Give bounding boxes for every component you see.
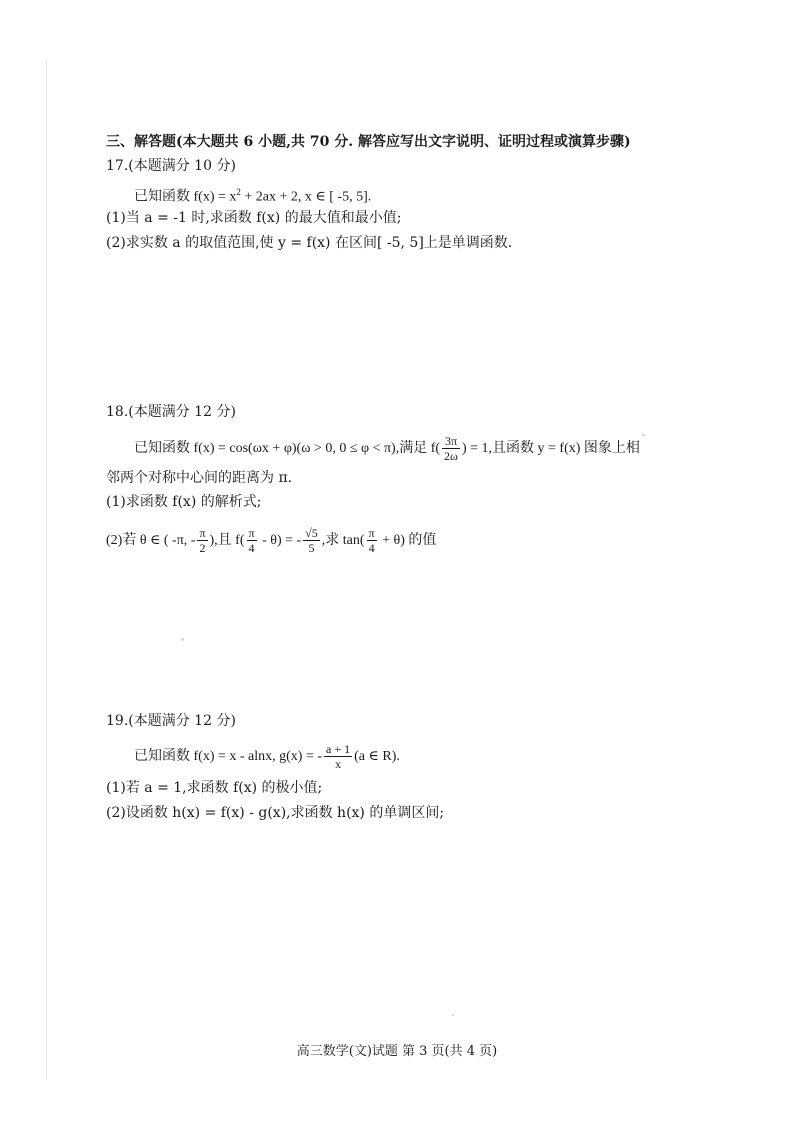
q17-given (134, 182, 371, 208)
q18-given-line2: 邻两个对称中心间的距离为 π. (106, 470, 293, 486)
q18-given-a: 已知函数 f(x) = cos(ωx + φ)(ω > 0, 0 ≤ φ < π),满足 f( (134, 441, 441, 456)
q19-given (134, 742, 400, 772)
q18-part2 (106, 526, 436, 556)
q17-given-expr-a: f(x) = x (193, 189, 237, 205)
q18-part2-frac-pi-4 (247, 526, 257, 555)
q19-title: 19.(本题满分 12 分) (106, 713, 236, 729)
q18-part2-a: (2)若 θ ∈ ( -π, - (106, 533, 196, 548)
q17-title: 17.(本题满分 10 分) (106, 158, 236, 174)
q19-given-b: (a ∈ R). (354, 749, 400, 764)
q19-part2: (2)设函数 h(x) = f(x) - g(x),求函数 h(x) 的单调区间; (106, 805, 445, 821)
q18-part1: (1)求函数 f(x) 的解析式; (106, 494, 262, 510)
q17-given-exponent: 2 (236, 187, 241, 197)
q17-part2: (2)求实数 a 的取值范围,使 y = f(x) 在区间[ -5, 5]上是单调函数. (106, 235, 513, 251)
q17-given-prefix: 已知函数 (134, 189, 190, 205)
q18-part2-c: - θ) = - (258, 533, 302, 548)
scan-speck (452, 1014, 454, 1016)
scan-speck (181, 638, 184, 641)
q18-p2-frac3-numerator: √5 (305, 526, 318, 541)
q18-p2-frac4-denominator: 4 (368, 541, 375, 556)
q19-part1: (1)若 a = 1,求函数 f(x) 的极小值; (106, 780, 323, 796)
q18-p2-frac4-numerator: π (368, 526, 375, 541)
q18-p2-frac1-numerator: π (199, 526, 206, 541)
scan-edge-divider (46, 60, 47, 1080)
q18-part2-d: ,求 tan( (321, 533, 365, 548)
q19-frac-denominator: x (335, 757, 342, 772)
q19-given-a: 已知函数 f(x) = x - alnx, g(x) = - (134, 749, 323, 764)
scan-speck (642, 434, 645, 436)
q18-p2-frac2-denominator: 4 (248, 541, 255, 556)
q18-fraction-3pi-2omega (442, 434, 460, 463)
q18-part2-e: + θ) 的值 (378, 533, 437, 548)
q18-p2-frac3-denominator: 5 (308, 541, 315, 556)
q18-part2-b: ),且 f( (209, 533, 245, 548)
q18-given (134, 434, 640, 464)
q17-given-expr-b: + 2ax + 2, x ∈ [ -5, 5]. (240, 189, 372, 205)
q18-part2-frac-pi-2 (197, 526, 207, 555)
q17-part1: (1)当 a = -1 时,求函数 f(x) 的最大值和最小值; (106, 210, 402, 226)
q18-given-b: ) = 1,且函数 y = f(x) 图象上相 (461, 441, 640, 456)
q19-frac-numerator: a + 1 (326, 742, 351, 757)
q18-title: 18.(本题满分 12 分) (106, 404, 236, 420)
section-header: 三、解答题(本大题共 6 小题,共 70 分. 解答应写出文字说明、证明过程或演算步骤) (106, 134, 631, 150)
q18-part2-frac-sqrt5-5 (303, 526, 320, 555)
q18-p2-frac1-denominator: 2 (199, 541, 206, 556)
page-footer: 高三数学(文)试题 第 3 页(共 4 页) (296, 1044, 498, 1059)
q18-part2-frac-pi-4-b (367, 526, 377, 555)
q19-fraction-a1-x (324, 742, 352, 771)
q18-p2-frac2-numerator: π (248, 526, 255, 541)
q18-frac1-denominator: 2ω (444, 449, 458, 464)
q18-frac1-numerator: 3π (442, 434, 460, 449)
